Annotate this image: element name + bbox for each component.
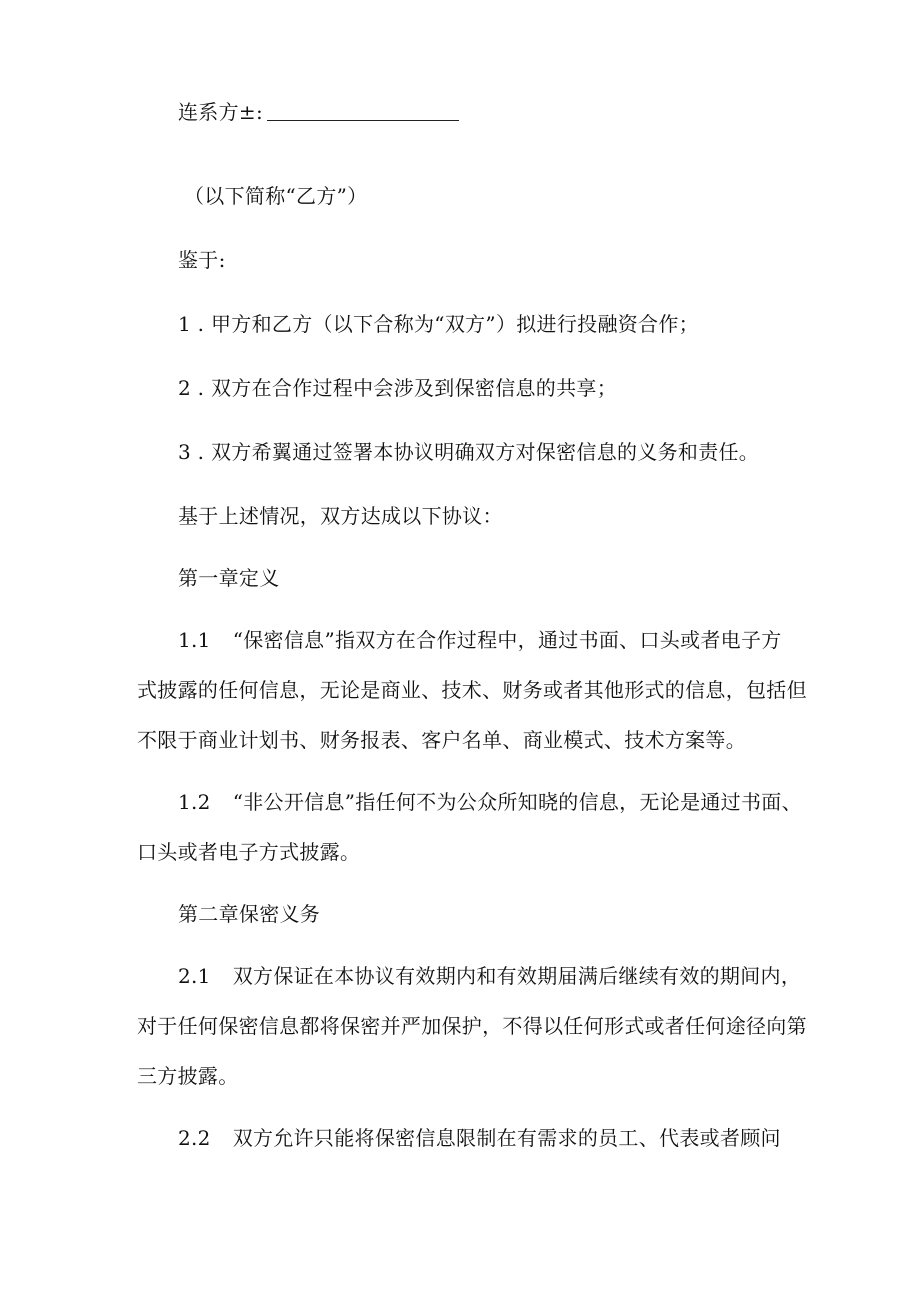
whereas-heading: 鉴于:	[178, 248, 226, 272]
clause-1-2-line-2: 口头或者电子方式披露。	[137, 840, 361, 864]
clause-2-2-line-1	[178, 1123, 781, 1153]
clause-1-1-line-1	[178, 625, 782, 655]
clause-1-2-text: “非公开信息”指任何不为公众所知晓的信息，无论是通过书面、	[232, 790, 802, 814]
clause-2-1-line-1	[178, 961, 801, 991]
chapter-2-title: 第二章保密义务	[178, 902, 321, 926]
clause-2-1-number: 2.1	[178, 964, 211, 988]
clause-2-2-text: 双方允许只能将保密信息限制在有需求的员工、代表或者顾问	[232, 1126, 781, 1150]
clause-2-2-number: 2.2	[178, 1126, 211, 1150]
contact-label: 连系方±:	[178, 100, 263, 124]
clause-1-1-text: “保密信息”指双方在合作过程中，通过书面、口头或者电子方	[232, 628, 782, 652]
clause-1-2-line-1	[178, 787, 802, 817]
short-name-line: （以下简称“乙方”）	[184, 184, 368, 208]
clause-2-1-text: 双方保证在本协议有效期内和有效期届满后继续有效的期间内，	[232, 964, 802, 988]
clause-2-1-line-3: 三方披露。	[137, 1064, 239, 1088]
clause-1-2-number: 1.2	[178, 790, 211, 814]
contact-blank	[267, 102, 459, 121]
agreement-intro: 基于上述情况，双方达成以下协议：	[178, 504, 503, 528]
contact-line	[178, 97, 459, 127]
clause-1-1-line-2: 式披露的任何信息，无论是商业、技术、财务或者其他形式的信息，包括但	[137, 678, 807, 702]
clause-1-1-number: 1.1	[178, 628, 211, 652]
recital-2: 2 . 双方在合作过程中会涉及到保密信息的共享；	[178, 376, 617, 400]
recital-1: 1 . 甲方和乙方（以下合称为“双方”）拟进行投融资合作；	[178, 312, 699, 336]
clause-2-1-line-2: 对于任何保密信息都将保密并严加保护，不得以任何形式或者任何途径向第	[137, 1014, 807, 1038]
clause-1-1-line-3: 不限于商业计划书、财务报表、客户名单、商业模式、技术方案等。	[137, 728, 746, 752]
chapter-1-title: 第一章定义	[178, 566, 280, 590]
recital-3: 3 . 双方希翼通过签署本协议明确双方对保密信息的义务和责任。	[178, 440, 760, 464]
